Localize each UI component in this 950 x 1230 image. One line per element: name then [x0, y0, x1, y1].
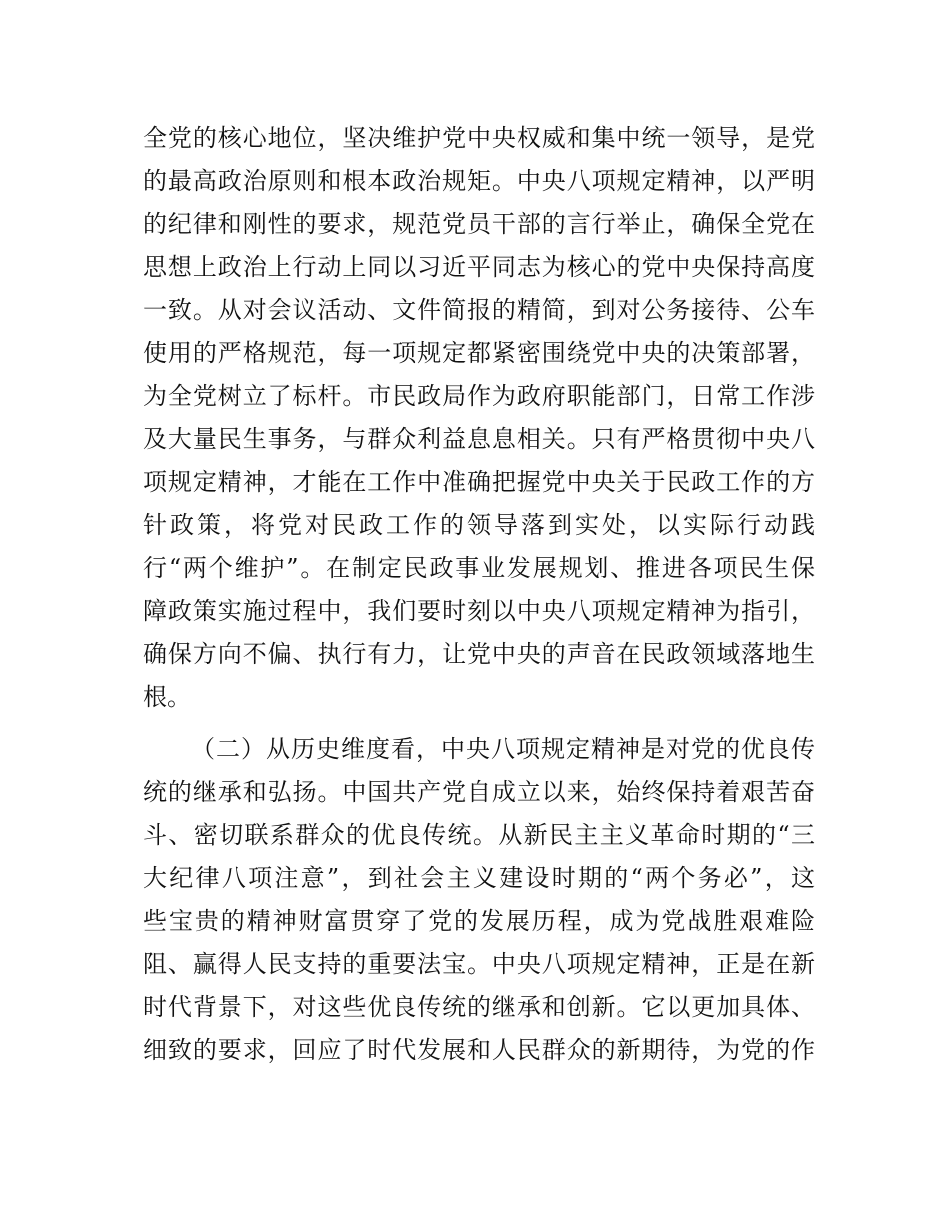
text-line: 的最高政治原则和根本政治规矩。中央八项规定精神，以严明 [143, 167, 815, 195]
text-line: 一致。从对会议活动、文件简报的精简，到对公务接待、公车 [143, 296, 815, 324]
text-line: 使用的严格规范，每一项规定都紧密围绕党中央的决策部署， [143, 339, 815, 367]
text-line: 行“两个维护”。在制定民政事业发展规划、推进各项民生保 [143, 554, 815, 582]
text-line: 时代背景下，对这些优良传统的继承和创新。它以更加具体、 [143, 993, 815, 1021]
text-line: 全党的核心地位，坚决维护党中央权威和集中统一领导，是党 [143, 124, 815, 152]
text-line: 大纪律八项注意”，到社会主义建设时期的“两个务必”，这 [143, 864, 815, 892]
text-line: （二）从历史维度看，中央八项规定精神是对党的优良传 [191, 735, 815, 763]
text-line: 针政策，将党对民政工作的领导落到实处，以实际行动践 [143, 511, 815, 539]
text-line: 及大量民生事务，与群众利益息息相关。只有严格贯彻中央八 [143, 425, 815, 453]
text-line: 阻、赢得人民支持的重要法宝。中央八项规定精神，正是在新 [143, 950, 815, 978]
text-line: 的纪律和刚性的要求，规范党员干部的言行举止，确保全党在 [143, 210, 815, 238]
text-line: 项规定精神，才能在工作中准确把握党中央关于民政工作的方 [143, 468, 815, 496]
text-line: 些宝贵的精神财富贯穿了党的发展历程，成为党战胜艰难险 [143, 907, 815, 935]
text-line: 斗、密切联系群众的优良传统。从新民主主义革命时期的“三 [143, 821, 815, 849]
text-line: 障政策实施过程中，我们要时刻以中央八项规定精神为指引， [143, 597, 815, 625]
text-line: 为全党树立了标杆。市民政局作为政府职能部门，日常工作涉 [143, 382, 815, 410]
text-line: 统的继承和弘扬。中国共产党自成立以来，始终保持着艰苦奋 [143, 778, 815, 806]
text-line: 思想上政治上行动上同以习近平同志为核心的党中央保持高度 [143, 253, 815, 281]
text-line: 确保方向不偏、执行有力，让党中央的声音在民政领域落地生 [143, 640, 815, 668]
text-line: 根。 [143, 683, 191, 711]
text-line: 细致的要求，回应了时代发展和人民群众的新期待，为党的作 [143, 1036, 815, 1064]
